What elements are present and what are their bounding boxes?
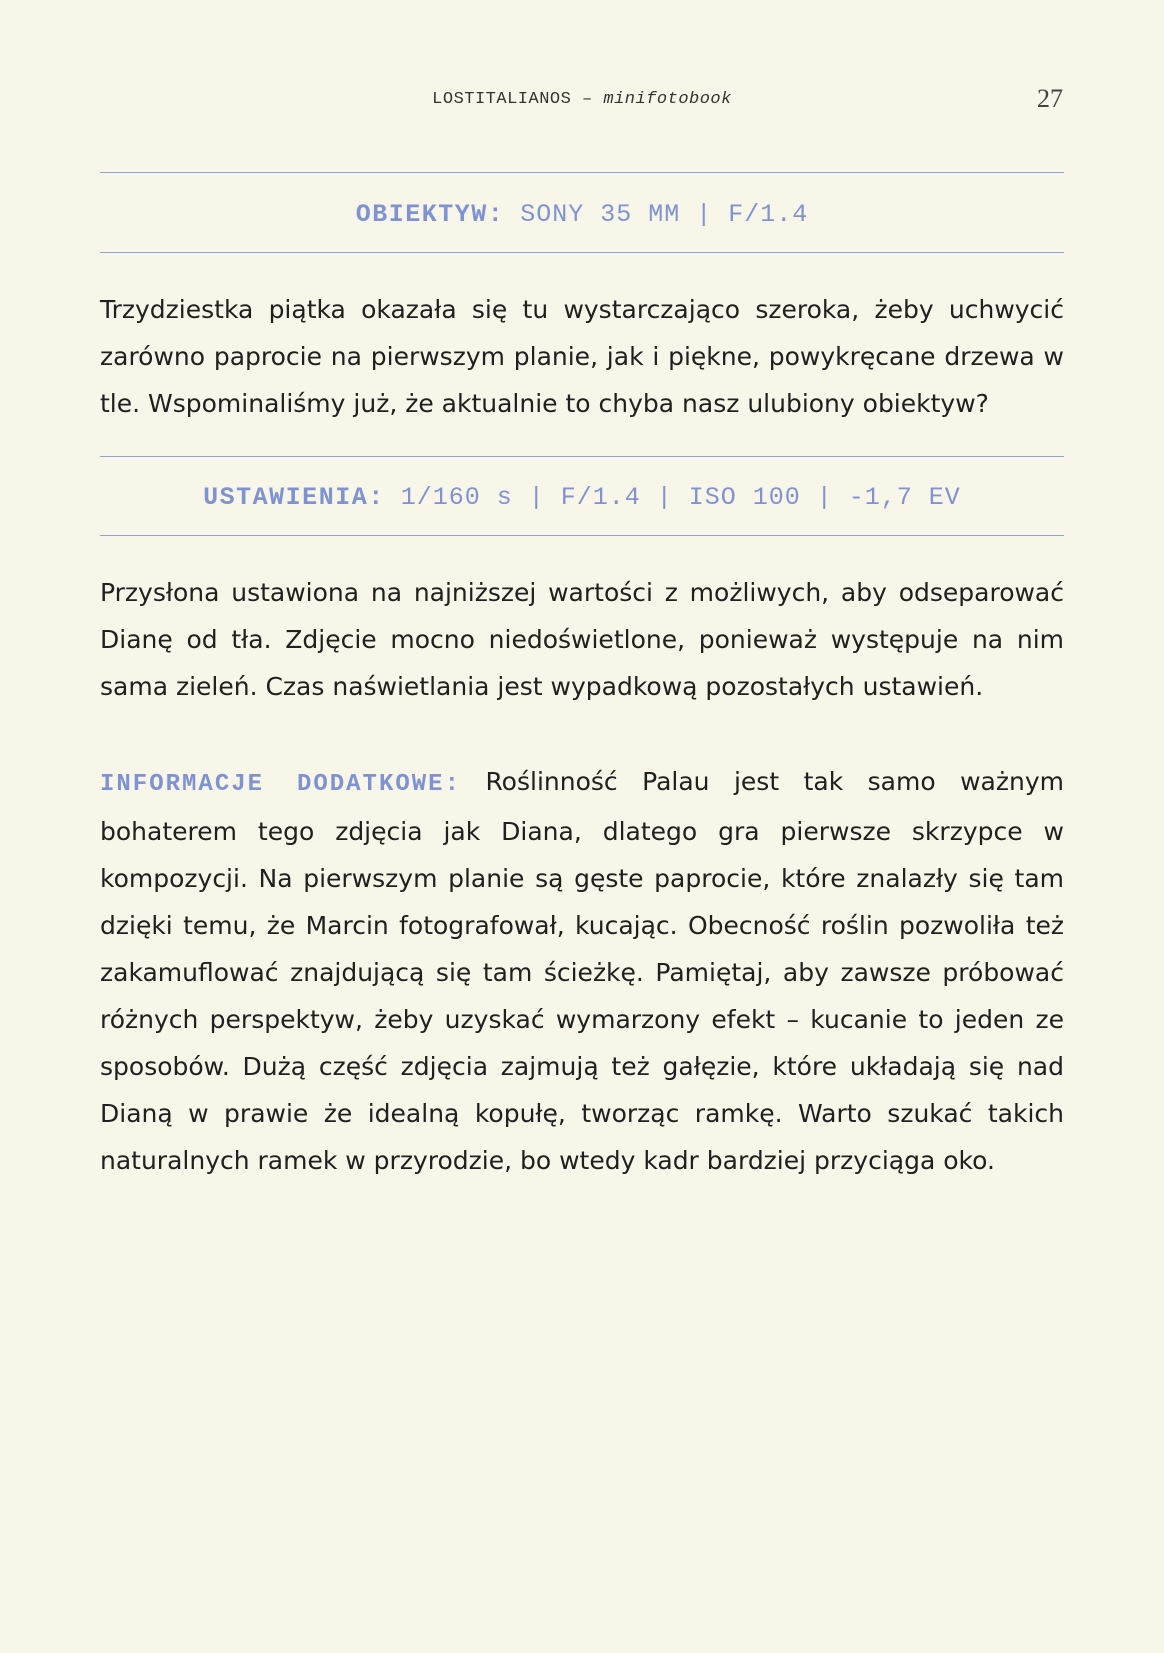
paragraph-additional-info [100, 758, 1064, 1184]
running-header [0, 90, 1164, 109]
settings-label: USTAWIENIA: [203, 483, 385, 512]
page-number: 27 [1037, 84, 1063, 113]
divider-top-lens [100, 172, 1064, 173]
settings-spec [100, 483, 1064, 512]
page-header [0, 84, 1164, 120]
divider-bottom-lens [100, 252, 1064, 253]
lens-label: OBIEKTYW: [355, 200, 505, 229]
header-subtitle: minifotobook [603, 90, 732, 109]
settings-value: 1/160 s | F/1.4 | ISO 100 | -1,7 EV [400, 483, 961, 512]
paragraph-settings-description: Przysłona ustawiona na najniższej wartości z możliwych, aby odseparować Dianę od tła. Zdjęcie mocno niedoświetlone, ponieważ występuje na nim sama zieleń. Czas naświetlania jest wypadkową pozostałych ustawień. [100, 578, 1064, 701]
divider-top-settings [100, 456, 1064, 457]
additional-info-text: Roślinność Palau jest tak samo ważnym bohaterem tego zdjęcia jak Diana, dlatego gra pierwsze skrzypce w kompozycji. Na pierwszym planie są gęste paprocie, które znalazły się tam dzięki temu, że Marcin fotografował, kucając. Obecność roślin pozwoliła też zakamuflować znajdującą się tam ścieżkę. Pamiętaj, aby zawsze próbować różnych perspektyw, żeby uzyskać wymarzony efekt – kucanie to jeden ze sposobów. Dużą część zdjęcia zajmują też gałęzie, które układają się nad Dianą w prawie że idealną kopułę, tworząc ramkę. Warto szukać takich naturalnych ramek w przyrodzie, bo wtedy kadr bardziej przyciąga oko. [100, 767, 1064, 1175]
paragraph-lens-description: Trzydziestka piątka okazała się tu wystarczająco szeroka, żeby uchwycić zarówno paprocie na pierwszym planie, jak i piękne, powykręcane drzewa w tle. Wspominaliśmy już, że aktualnie to chyba nasz ulubiony obiektyw? [100, 295, 1064, 418]
lens-spec [100, 200, 1064, 229]
lens-value: SONY 35 MM | F/1.4 [520, 200, 809, 229]
additional-info-label: INFORMACJE DODATKOWE: [100, 771, 461, 798]
header-title: LOSTITALIANOS – [432, 90, 593, 109]
divider-bottom-settings [100, 535, 1064, 536]
